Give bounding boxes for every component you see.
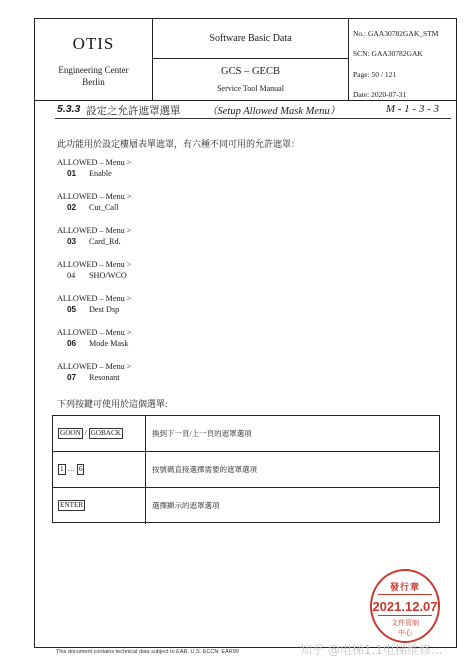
section-title-zh: 設定之允許遮罩選單 xyxy=(86,106,181,117)
keys-intro-text: 下列按鍵可使用於這個選單: xyxy=(57,399,168,409)
department-line-1: Engineering Center xyxy=(58,65,129,75)
menu-item-label: Resonant xyxy=(89,373,120,382)
table-row xyxy=(53,416,439,452)
section-title-en: （Setup Allowed Mask Menu） xyxy=(207,106,341,117)
menu-item xyxy=(57,157,131,179)
menu-item-number: 01 xyxy=(67,169,77,178)
key-cell xyxy=(53,416,146,451)
menu-item-number: 04 xyxy=(67,271,76,280)
header-title-cell xyxy=(153,19,349,101)
header-subtitle-block xyxy=(153,59,348,101)
key-description-cell xyxy=(147,452,437,487)
menu-item-header: ALLOWED – Menu > xyxy=(57,226,132,235)
doc-date: Date: 2020-07-31 xyxy=(353,90,407,99)
key-description: 選擇顯示的遮罩選項 xyxy=(152,501,220,510)
stamp-date: 2021.12.07 xyxy=(372,599,438,614)
company-name: OTIS xyxy=(72,34,115,53)
key-separator: / xyxy=(82,428,89,437)
menu-item-number: 03 xyxy=(67,237,77,246)
menu-item-number: 07 xyxy=(67,373,77,382)
header-company-cell xyxy=(35,19,153,101)
keys-table xyxy=(52,415,440,523)
menu-item xyxy=(57,327,131,349)
menu-item-label: SHO/WCO xyxy=(89,271,127,280)
document-header xyxy=(35,19,456,101)
menu-item-number: 06 xyxy=(67,339,77,348)
key-description-cell xyxy=(147,488,437,524)
document-page xyxy=(34,18,457,648)
menu-item-header: ALLOWED – Menu > xyxy=(57,260,132,269)
menu-item-header: ALLOWED – Menu > xyxy=(57,294,132,303)
stamp-divider-top xyxy=(378,594,432,595)
section-heading xyxy=(57,103,447,117)
watermark: 知乎 @电梯1.1电梯维修... xyxy=(300,643,443,657)
stamp-top-text: 發行章 xyxy=(389,582,420,592)
department xyxy=(35,64,152,88)
menu-item-label: Enable xyxy=(89,169,112,178)
menu-item-label: Mode Mask xyxy=(89,339,129,348)
enter-key: ENTER xyxy=(60,501,84,509)
key-cell xyxy=(53,488,146,524)
menu-item-header: ALLOWED – Menu > xyxy=(57,192,132,201)
key-cell xyxy=(53,452,146,487)
section-code: M - 1 - 3 - 3 xyxy=(385,103,439,115)
header-meta-cell xyxy=(349,19,456,101)
menu-item xyxy=(57,191,131,213)
intro-text: 此功能用於設定樓層表單遮罩，有六種不同可用的允許遮罩： xyxy=(57,139,301,149)
number-key-last: 6 xyxy=(78,465,83,473)
doc-number: No.: GAA30782GAK_STM xyxy=(353,29,439,38)
menu-item-number: 02 xyxy=(67,203,77,212)
issue-stamp xyxy=(370,569,440,643)
scn: SCN: GAA30782GAK xyxy=(353,49,423,58)
export-notice: This document contains technical data subject to EAR. U.S. ECCN: EAR99 xyxy=(56,649,239,655)
stamp-bottom-text-2: 中心 xyxy=(398,629,412,637)
menu-item-header: ALLOWED – Menu > xyxy=(57,158,132,167)
menu-item xyxy=(57,293,131,315)
key-description: 換到下一頁/上一頁的遮罩選項 xyxy=(152,429,252,438)
number-key-first: 1 xyxy=(60,465,64,473)
table-row xyxy=(53,452,439,488)
menu-item-header: ALLOWED – Menu > xyxy=(57,362,132,371)
doc-title: Software Basic Data xyxy=(153,19,348,59)
menu-item xyxy=(57,361,131,383)
section-number: 5.3.3 xyxy=(57,103,81,115)
manual-name: Service Tool Manual xyxy=(217,84,284,93)
table-row xyxy=(53,488,439,524)
stamp-bottom-text-1: 文件管制 xyxy=(391,619,419,627)
menu-item-number: 05 xyxy=(67,305,77,314)
key-separator: … xyxy=(65,464,77,473)
key-description-cell xyxy=(147,416,437,451)
page-number: Page: 50 / 121 xyxy=(353,70,397,79)
menu-item xyxy=(57,225,131,247)
key-description: 按號碼直接選擇需要的遮罩選項 xyxy=(152,465,257,474)
menu-item xyxy=(57,259,131,281)
stamp-divider-bottom xyxy=(378,615,432,616)
menu-item-label: Cut_Call xyxy=(89,203,119,212)
doc-subtitle: GCS – GECB xyxy=(221,66,280,77)
department-line-2: Berlin xyxy=(82,77,105,87)
goback-key: GOBACK xyxy=(90,429,121,437)
menu-item-label: Card_Rd. xyxy=(89,237,121,246)
menu-item-label: Dest Dsp xyxy=(89,305,120,314)
section-divider xyxy=(55,118,451,119)
menu-item-header: ALLOWED – Menu > xyxy=(57,328,132,337)
goon-key: GOON xyxy=(60,429,81,437)
